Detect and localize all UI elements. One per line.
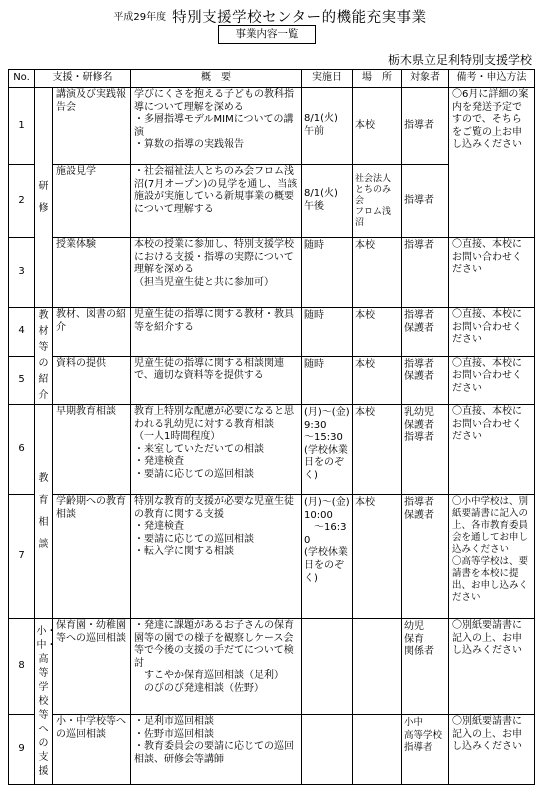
col-target: 対象者	[402, 70, 449, 88]
table-header-row	[9, 70, 535, 88]
table-row	[9, 405, 535, 495]
program-date	[302, 619, 353, 715]
table-row	[9, 619, 535, 715]
program-name: 授業体験	[53, 238, 131, 308]
program-name: 小・中学校等への巡回相談	[53, 715, 131, 785]
category-cell	[35, 619, 57, 785]
program-place: 本校	[353, 88, 402, 165]
program-note: 〇直接、本校にお問い合わせください	[449, 356, 535, 405]
program-summary: ・足利市巡回相談 ・佐野市巡回相談 ・教育委員会の要請に応じての巡回相談、研修会等講師	[131, 715, 302, 785]
row-no: 8	[9, 619, 35, 715]
row-no: 1	[9, 88, 35, 165]
program-note: 〇直接、本校にお問い合わせください	[449, 238, 535, 308]
col-note: 備考・申込方法	[449, 70, 535, 88]
school-name: 栃木県立足利特別支援学校	[387, 53, 532, 67]
program-place: 本校	[353, 405, 402, 495]
program-note: 〇別紙要請書に記入の上、お申し込みください	[449, 715, 535, 785]
program-place: 本校	[353, 356, 402, 405]
table-row	[9, 308, 535, 357]
row-no: 4	[9, 308, 35, 357]
program-place	[353, 715, 402, 785]
program-summary: 本校の授業に参加し、特別支援学校における支援・指導の実際について理解を深める （担当児童生徒と共に参加可）	[131, 238, 302, 308]
program-summary: 学びにくさを抱える子どもの教科指導について理解を深める ・多層指導モデルMIMについての講演 ・算数の指導の実践報告	[131, 88, 302, 165]
row-no: 9	[9, 715, 35, 785]
program-note: 〇6月に詳細の案内を発送予定ですので、そちらをご覧の上お申し込みください	[449, 88, 535, 238]
program-name: 保育園・幼稚園等への巡回相談	[53, 619, 131, 715]
document-title	[0, 6, 540, 27]
category-label: 教育相談	[38, 472, 49, 550]
program-summary: 特別な教育的支援が必要な児童生徒の教育に関する支援 ・発達検査 ・要請に応じての巡回相談 ・転入学に関する相談	[131, 495, 302, 619]
table-row	[9, 495, 535, 619]
col-summary: 概 要	[131, 70, 302, 88]
program-note: 〇直接、本校にお問い合わせください	[449, 308, 535, 357]
subtitle-box: 事業内容一覧	[218, 25, 316, 44]
row-no: 7	[9, 495, 35, 619]
program-name: 早期教育相談	[53, 405, 131, 495]
program-date	[302, 715, 353, 785]
program-date: 8/1(火) 午後	[302, 165, 353, 238]
col-place: 場 所	[353, 70, 402, 88]
col-no: No.	[9, 70, 35, 88]
program-place: 本校	[353, 238, 402, 308]
program-date: (月)～(金) 9:30 ～15:30 (学校休業日をのぞく)	[302, 405, 353, 495]
category-cell	[35, 88, 53, 308]
program-target: 指導者 保護者	[402, 308, 449, 357]
table-row	[9, 238, 535, 308]
program-name: 講演及び実践報告会	[53, 88, 131, 165]
program-target: 指導者	[402, 165, 449, 238]
table-row	[9, 356, 535, 405]
category-label: 研修	[38, 180, 49, 214]
category-cell	[35, 308, 53, 405]
program-summary: 児童生徒の指導に関する相談関連で、適切な資料等を提供する	[131, 356, 302, 405]
program-target: 乳幼児 保護者 指導者	[402, 405, 449, 495]
program-date: 随時	[302, 308, 353, 357]
program-name: 施設見学	[53, 165, 131, 238]
program-target: 指導者 保護者	[402, 495, 449, 619]
program-table	[8, 69, 535, 785]
program-place: 本校	[353, 308, 402, 357]
program-note: 〇小中学校は、別紙要請書に記入の上、各市教育委員会を通してお申し込みください 〇高等学校は、要請書を本校に提出、お申し込みください	[449, 495, 535, 619]
program-target: 指導者	[402, 88, 449, 165]
row-no: 5	[9, 356, 35, 405]
fiscal-year: 平成29年度	[113, 12, 167, 23]
col-date: 実施日	[302, 70, 353, 88]
program-place: 本校	[353, 495, 402, 619]
category-label: 小・中・高等学校等への支援	[36, 625, 57, 777]
table-row	[9, 715, 535, 785]
row-no: 2	[9, 165, 35, 238]
program-place: 社会法人 とちのみ会 フロム浅沼	[353, 165, 402, 238]
program-summary: 教育上特別な配慮が必要になると思われる乳幼児に対する教育相談 （一人1時間程度） ・来室していただいての相談 ・発達検査 ・要請に応じての巡回相談	[131, 405, 302, 495]
program-name: 教材、図書の紹介	[53, 308, 131, 357]
program-date: 随時	[302, 238, 353, 308]
row-no: 3	[9, 238, 35, 308]
program-target: 幼児 保育 関係者	[402, 619, 449, 715]
project-title: 特別支援学校センター的機能充実事業	[172, 10, 427, 26]
program-summary: 児童生徒の指導に関する教材・教具等を紹介する	[131, 308, 302, 357]
table-row	[9, 88, 535, 165]
program-note: 〇別紙要請書に記入の上、お申し込みください	[449, 619, 535, 715]
category-cell	[35, 405, 53, 619]
program-target: 小中 高等学校 指導者	[402, 715, 449, 785]
program-note: 〇直接、本校にお問い合わせください	[449, 405, 535, 495]
program-target: 指導者	[402, 238, 449, 308]
program-name: 学齢期への教育相談	[53, 495, 131, 619]
program-name: 資料の提供	[53, 356, 131, 405]
category-label: 教材等の紹介	[38, 310, 49, 401]
program-summary: ・発達に課題があるお子さんの保育園等の園での様子を観察しケース会等で今後の支援の手だてについて検討 すこやか保育巡回相談（足利） のびのび発達相談（佐野）	[131, 619, 302, 715]
program-date: (月)～(金) 10:00 ～16:30 (学校休業日をのぞく)	[302, 495, 353, 619]
program-summary: ・社会福祉法人とちのみ会フロム浅沼(7月オープン)の見学を通し、当該施設が実施している新規事業の概要について理解する	[131, 165, 302, 238]
row-no: 6	[9, 405, 35, 495]
program-target: 指導者 保護者	[402, 356, 449, 405]
program-place	[353, 619, 402, 715]
program-date: 8/1(火) 午前	[302, 88, 353, 165]
col-name: 支援・研修名	[35, 70, 131, 88]
program-date: 随時	[302, 356, 353, 405]
